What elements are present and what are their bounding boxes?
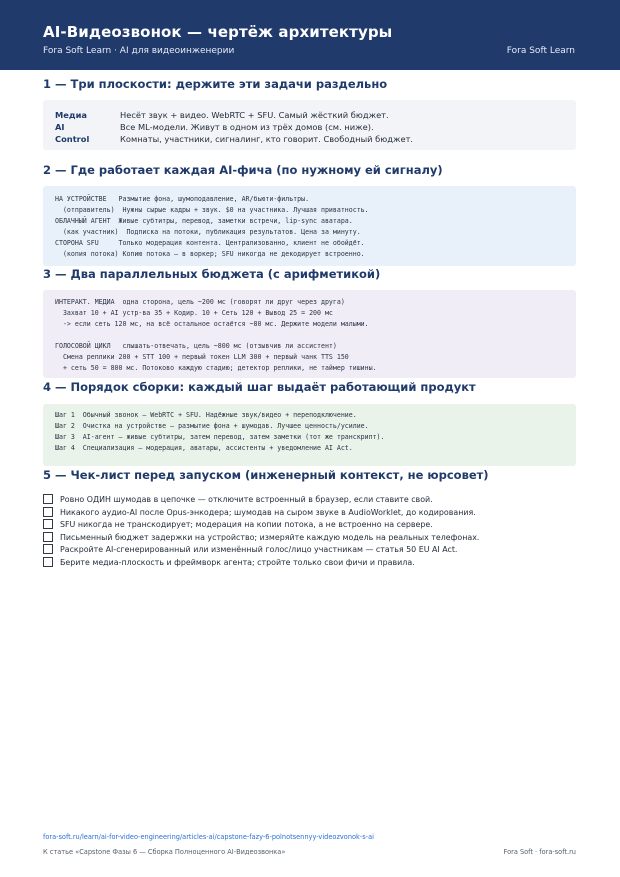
planes-box xyxy=(43,100,576,150)
feature-line: ОБЛАЧНЫЙ АГЕНТ Живые субтитры, перевод, заметки встречи, lip-sync аватара. xyxy=(55,217,353,225)
plane-text: Все ML-модели. Живут в одном из трёх домов (см. ниже). xyxy=(120,122,374,132)
checklist-item xyxy=(43,557,415,567)
feature-line: НА УСТРОЙСТВЕ Размытие фона, шумоподавление, AR/бьюти-фильтры. xyxy=(55,195,310,203)
checkbox-icon[interactable] xyxy=(43,532,53,542)
page-header xyxy=(0,0,620,70)
feature-line: (отправитель) Нужны сырые кадры + звук. $0 на участника. Лучшая приватность. xyxy=(55,206,369,214)
footer-article-title: К статье «Capstone Фазы 6 — Сборка Полноценного AI-Видеозвонка» xyxy=(43,848,286,856)
budgets-box xyxy=(43,290,576,378)
build-step: Шаг 4 Специализация — модерация, аватары, ассистенты + уведомление AI Act. xyxy=(55,444,353,452)
article-link[interactable]: fora-soft.ru/learn/ai-for-video-engineering/articles-ai/capstone-fazy-6-polnotsennyy-videozvonok-s-ai xyxy=(43,833,374,841)
section-2-heading: 2 — Где работает каждая AI-фича (по нужному ей сигналу) xyxy=(43,163,443,177)
plane-row-control xyxy=(55,134,413,144)
checklist-item xyxy=(43,519,433,529)
checkbox-icon[interactable] xyxy=(43,544,53,554)
checklist-item-text: Ровно ОДИН шумодав в цепочке — отключите встроенный в браузер, если ставите свой. xyxy=(60,495,433,504)
checklist-item-text: Письменный бюджет задержки на устройство; измеряйте каждую модель на реальных телефонах. xyxy=(60,533,480,542)
section-3-heading: 3 — Два параллельных бюджета (с арифметикой) xyxy=(43,267,381,281)
budget-line: ГОЛОСОВОЙ ЦИКЛ слышать-отвечать, цель ~800 мс (отзывчив ли ассистент) xyxy=(55,342,337,350)
plane-label: Медиа xyxy=(55,110,87,120)
checklist-item-text: SFU никогда не транскодирует; модерация на копии потока, а не встроенно на сервере. xyxy=(60,520,433,529)
plane-label: Control xyxy=(55,134,90,144)
budget-line: ИНТЕРАКТ. МЕДИА одна сторона, цель ~200 мс (говорят ли друг через друга) xyxy=(55,298,345,306)
checkbox-icon[interactable] xyxy=(43,519,53,529)
document-subtitle: Fora Soft Learn · AI для видеоинженерии xyxy=(43,46,235,56)
section-4-heading: 4 — Порядок сборки: каждый шаг выдаёт работающий продукт xyxy=(43,380,476,394)
document-title: AI-Видеозвонок — чертёж архитектуры xyxy=(43,23,393,41)
build-step: Шаг 3 AI-агент — живые субтитры, затем перевод, затем заметки (тот же транскрипт). xyxy=(55,433,385,441)
build-step: Шаг 2 Очистка на устройстве — размытие фона + шумодав. Лучшее ценность/усилие. xyxy=(55,422,369,430)
checklist-item-text: Раскройте AI-сгенерированный или изменённый голос/лицо участникам — статья 50 EU AI Act. xyxy=(60,545,458,554)
footer-brand: Fora Soft · fora-soft.ru xyxy=(503,848,576,856)
plane-label: AI xyxy=(55,122,65,132)
build-step: Шаг 1 Обычный звонок — WebRTC + SFU. Надёжные звук/видео + переподключение. xyxy=(55,411,357,419)
checkbox-icon[interactable] xyxy=(43,557,53,567)
checklist-item-text: Никакого аудио-AI после Opus-энкодера; шумодав на сыром звуке в AudioWorklet, до кодирования. xyxy=(60,508,476,517)
feature-line: (копия потока) Копию потока — в воркер; SFU никогда не декодирует встроенно. xyxy=(55,250,365,258)
checklist-item-text: Берите медиа-плоскость и фреймворк агента; стройте только свои фичи и правила. xyxy=(60,558,415,567)
section-5-heading: 5 — Чек-лист перед запуском (инженерный контекст, не юрсовет) xyxy=(43,468,489,482)
budget-line: -> если сеть 120 мс, на всё остальное остаётся ~80 мс. Держите модели малыми. xyxy=(55,320,369,328)
checklist-item xyxy=(43,507,476,517)
checklist-item xyxy=(43,494,433,504)
checkbox-icon[interactable] xyxy=(43,494,53,504)
plane-text: Несёт звук + видео. WebRTC + SFU. Самый жёсткий бюджет. xyxy=(120,110,389,120)
budget-line: Захват 10 + AI устр-ва 35 + Кодир. 10 + Сеть 120 + Вывод 25 = 200 мс xyxy=(55,309,333,317)
features-box xyxy=(43,186,576,266)
plane-row-ai xyxy=(55,122,374,132)
checkbox-icon[interactable] xyxy=(43,507,53,517)
plane-row-media xyxy=(55,110,389,120)
checklist-item xyxy=(43,532,479,542)
build-steps-box xyxy=(43,404,576,466)
checklist-item xyxy=(43,544,457,554)
section-1-heading: 1 — Три плоскости: держите эти задачи раздельно xyxy=(43,77,388,91)
feature-line: СТОРОНА SFU Только модерация контента. Централизованно, клиент не обойдёт. xyxy=(55,239,365,247)
budget-line: + сеть 50 = 800 мс. Потоково каждую стадию; детектор реплики, не таймер тишины. xyxy=(55,364,377,372)
feature-line: (как участник) Подписка на потоки, публикация результатов. Цена за минуту. xyxy=(55,228,361,236)
plane-text: Комнаты, участники, сигналинг, кто говорит. Свободный бюджет. xyxy=(120,134,414,144)
budget-line: Смена реплики 200 + STT 100 + первый токен LLM 300 + первый чанк TTS 150 xyxy=(55,353,349,361)
brand-label: Fora Soft Learn xyxy=(506,46,575,56)
